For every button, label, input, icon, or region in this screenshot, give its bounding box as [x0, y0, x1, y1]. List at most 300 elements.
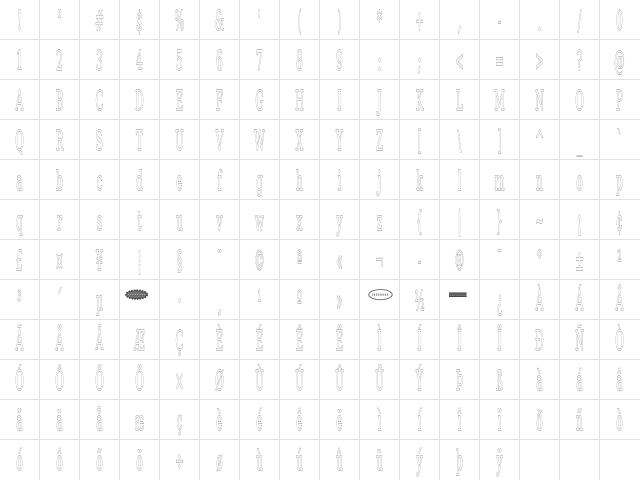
glyph-cell: [480, 0, 520, 40]
svg-text:Ô: Ô: [55, 365, 64, 397]
glyph-cell: [240, 360, 280, 400]
glyph-icon: [40, 40, 79, 79]
svg-text:=: =: [495, 45, 504, 77]
svg-text::: :: [377, 45, 382, 77]
glyph-cell: [440, 160, 480, 200]
svg-text:4: 4: [136, 45, 143, 77]
glyph-cell: [160, 240, 200, 280]
glyph-cell: [200, 80, 240, 120]
glyph-icon: [520, 240, 559, 279]
svg-text:Í: Í: [417, 325, 422, 357]
glyph-cell: [40, 240, 80, 280]
svg-text:z: z: [376, 205, 383, 237]
glyph-icon: [320, 400, 359, 439]
glyph-cell: [200, 160, 240, 200]
svg-text:X: X: [295, 125, 304, 157]
svg-text:Ø: Ø: [215, 365, 224, 397]
svg-text:Ò: Ò: [615, 325, 624, 357]
svg-text:G: G: [255, 85, 264, 117]
svg-text:E: E: [175, 85, 184, 117]
glyph-icon: [320, 120, 359, 159]
svg-text:Ì: Ì: [377, 325, 382, 357]
svg-text:.: .: [537, 5, 542, 37]
glyph-cell: [600, 400, 640, 440]
glyph-cell: [600, 240, 640, 280]
glyph-icon: [400, 0, 439, 39]
glyph-icon: [240, 440, 279, 479]
svg-text:>: >: [535, 45, 544, 77]
svg-text:<: <: [455, 45, 464, 77]
glyph-cell: [40, 280, 80, 320]
glyph-icon: [400, 440, 439, 479]
glyph-cell: [80, 440, 120, 480]
glyph-icon: [160, 440, 199, 479]
svg-text:õ: õ: [96, 445, 103, 477]
svg-text:«: «: [336, 245, 343, 277]
glyph-icon: [480, 360, 519, 399]
glyph-icon: [480, 120, 519, 159]
glyph-cell: [240, 400, 280, 440]
glyph-cell: [80, 0, 120, 40]
glyph-icon: [240, 120, 279, 159]
glyph-cell: [400, 40, 440, 80]
svg-text:3: 3: [96, 45, 103, 77]
glyph-icon: [240, 360, 279, 399]
glyph-icon: [320, 440, 359, 479]
glyph-cell: [360, 200, 400, 240]
glyph-cell: [520, 440, 560, 480]
glyph-icon: [120, 160, 159, 199]
svg-text:g: g: [256, 165, 263, 197]
glyph-icon: [440, 440, 479, 479]
glyph-cell: [320, 40, 360, 80]
svg-text:ò: ò: [616, 405, 623, 437]
glyph-cell: [80, 400, 120, 440]
svg-text:î: î: [457, 405, 462, 437]
glyph-icon: [440, 400, 479, 439]
svg-text:): ): [337, 5, 342, 37]
svg-text:6: 6: [216, 45, 223, 77]
glyph-cell: [0, 320, 40, 360]
glyph-icon: [280, 160, 319, 199]
svg-text:-: -: [417, 245, 422, 277]
glyph-cell: [400, 0, 440, 40]
glyph-cell: [240, 80, 280, 120]
glyph-icon: [160, 120, 199, 159]
glyph-cell: [360, 80, 400, 120]
glyph-cell: [360, 160, 400, 200]
glyph-icon: [440, 320, 479, 359]
svg-text:§: §: [176, 245, 183, 277]
svg-text:Â: Â: [615, 285, 624, 317]
glyph-icon: [200, 280, 239, 319]
svg-text:³: ³: [17, 285, 22, 317]
glyph-icon: [400, 280, 439, 319]
glyph-icon: [280, 400, 319, 439]
glyph-cell: [360, 0, 400, 40]
glyph-cell: [360, 280, 400, 320]
glyph-icon: [440, 200, 479, 239]
svg-text:Þ: Þ: [455, 365, 463, 397]
svg-text:°: °: [536, 245, 543, 277]
svg-text:é: é: [256, 405, 263, 437]
glyph-cell: [320, 160, 360, 200]
glyph-icon: [600, 240, 639, 279]
glyph-icon: [0, 0, 39, 39]
glyph-icon: [160, 360, 199, 399]
glyph-cell: [120, 0, 160, 40]
svg-text:#: #: [95, 5, 104, 37]
glyph-icon: [120, 120, 159, 159]
glyph-cell: [320, 320, 360, 360]
svg-text:!: !: [17, 5, 22, 37]
glyph-icon: [360, 160, 399, 199]
glyph-cell: [0, 280, 40, 320]
glyph-icon: [120, 200, 159, 239]
svg-text:ð: ð: [536, 405, 543, 437]
svg-text:(: (: [297, 5, 302, 37]
glyph-icon: [280, 280, 319, 319]
svg-text:Ö: Ö: [135, 365, 144, 397]
svg-text:È: È: [215, 325, 224, 357]
glyph-cell: [480, 200, 520, 240]
glyph-cell: [80, 120, 120, 160]
svg-text:º: º: [297, 285, 302, 317]
svg-text:*: *: [376, 5, 383, 37]
glyph-icon: [520, 200, 559, 239]
svg-text:J: J: [377, 85, 382, 117]
glyph-icon: [560, 120, 599, 159]
svg-text:N: N: [534, 85, 545, 117]
svg-text:â: â: [616, 365, 623, 397]
glyph-icon: [160, 160, 199, 199]
glyph-icon: [600, 80, 639, 119]
glyph-cell: [520, 200, 560, 240]
svg-text:e: e: [176, 165, 183, 197]
svg-text:ø: ø: [216, 445, 223, 477]
glyph-icon: [160, 0, 199, 39]
glyph-icon: [360, 200, 399, 239]
svg-text:å: å: [96, 405, 103, 437]
svg-text:¦: ¦: [137, 245, 142, 277]
svg-text:ú: ú: [296, 445, 303, 477]
glyph-cell: [120, 360, 160, 400]
svg-text:2: 2: [56, 45, 63, 77]
glyph-cell: [40, 200, 80, 240]
svg-text:Y: Y: [336, 125, 343, 157]
glyph-icon: [480, 200, 519, 239]
svg-text:v: v: [216, 205, 223, 237]
glyph-cell: [280, 200, 320, 240]
glyph-cell: [320, 360, 360, 400]
glyph-icon: [80, 440, 119, 479]
glyph-icon: [560, 40, 599, 79]
glyph-cell: [320, 80, 360, 120]
glyph-cell: [120, 280, 160, 320]
glyph-cell: [600, 120, 640, 160]
glyph-cell: [280, 80, 320, 120]
svg-text:²: ²: [617, 245, 622, 277]
glyph-cell: [240, 0, 280, 40]
glyph-icon: [280, 200, 319, 239]
glyph-cell: [520, 320, 560, 360]
glyph-icon: [440, 240, 479, 279]
glyph-cell: [520, 400, 560, 440]
glyph-cell: [160, 120, 200, 160]
svg-text:p: p: [616, 165, 623, 197]
svg-text:Ë: Ë: [335, 325, 344, 357]
glyph-icon: [480, 400, 519, 439]
glyph-icon: [240, 240, 279, 279]
glyph-icon: [600, 320, 639, 359]
glyph-cell: [240, 320, 280, 360]
glyph-cell: [520, 280, 560, 320]
svg-text:Î: Î: [457, 325, 462, 357]
glyph-cell: [320, 440, 360, 480]
glyph-icon: [80, 120, 119, 159]
glyph-cell: [80, 80, 120, 120]
glyph-icon: [40, 400, 79, 439]
glyph-cell: [360, 400, 400, 440]
glyph-icon: [440, 160, 479, 199]
glyph-icon: [40, 120, 79, 159]
svg-text:÷: ÷: [175, 445, 184, 477]
glyph-cell: [360, 440, 400, 480]
glyph-icon: [360, 360, 399, 399]
glyph-icon: [200, 0, 239, 39]
glyph-cell: [320, 400, 360, 440]
svg-text:Z: Z: [375, 125, 384, 157]
svg-text:P: P: [615, 85, 623, 117]
glyph-cell: [40, 400, 80, 440]
svg-text:a: a: [16, 165, 23, 197]
glyph-cell: [160, 360, 200, 400]
svg-text:É: É: [255, 325, 264, 357]
glyph-icon: [200, 120, 239, 159]
glyph-cell: [120, 400, 160, 440]
glyph-cell: [600, 200, 640, 240]
svg-text:à: à: [536, 365, 543, 397]
svg-text:¹: ¹: [257, 285, 262, 317]
svg-text:Ñ: Ñ: [574, 325, 585, 357]
glyph-icon: [360, 0, 399, 39]
glyph-cell: [80, 240, 120, 280]
glyph-cell: [160, 80, 200, 120]
svg-text:A: A: [15, 85, 24, 117]
glyph-cell: [160, 40, 200, 80]
svg-text:¯: ¯: [496, 245, 503, 277]
glyph-cell: [560, 0, 600, 40]
svg-text:t: t: [137, 205, 142, 237]
glyph-icon: [360, 400, 399, 439]
glyph-cell: [480, 440, 520, 480]
svg-text:Ä: Ä: [55, 325, 64, 357]
glyph-cell: [440, 320, 480, 360]
svg-text:Ç: Ç: [175, 325, 184, 357]
glyph-icon: [240, 160, 279, 199]
glyph-icon: [0, 160, 39, 199]
glyph-cell: [520, 40, 560, 80]
glyph-cell: [0, 200, 40, 240]
glyph-icon: [320, 240, 359, 279]
svg-text:j: j: [377, 165, 382, 197]
glyph-cell: [200, 440, 240, 480]
svg-text:k: k: [416, 165, 423, 197]
glyph-icon: [480, 440, 519, 479]
glyph-cell: [240, 240, 280, 280]
glyph-icon: [320, 80, 359, 119]
glyph-icon: [240, 320, 279, 359]
glyph-cell: [400, 160, 440, 200]
glyph-cell: [360, 120, 400, 160]
glyph-cell: [480, 240, 520, 280]
svg-text:ý: ý: [416, 445, 423, 477]
glyph-cell: [440, 360, 480, 400]
svg-text:[: [: [417, 125, 422, 157]
glyph-icon: [80, 160, 119, 199]
glyph-icon: [120, 320, 159, 359]
glyph-cell: [400, 360, 440, 400]
glyph-icon: [360, 40, 399, 79]
svg-text:h: h: [296, 165, 303, 197]
glyph-icon: [440, 0, 479, 39]
glyph-cell: [160, 320, 200, 360]
glyph-cell: [160, 400, 200, 440]
glyph-cell: [80, 320, 120, 360]
glyph-icon: [120, 400, 159, 439]
glyph-cell: [280, 120, 320, 160]
glyph-icon: [0, 120, 39, 159]
glyph-cell: [480, 280, 520, 320]
glyph-cell: [280, 240, 320, 280]
glyph-cell: [600, 320, 640, 360]
glyph-icon: [40, 0, 79, 39]
glyph-icon: [160, 280, 199, 319]
glyph-cell: [280, 280, 320, 320]
glyph-cell: [120, 80, 160, 120]
svg-text:}: }: [496, 205, 503, 237]
glyph-cell: [360, 360, 400, 400]
svg-text:~: ~: [535, 205, 544, 237]
svg-text:F: F: [215, 85, 224, 117]
glyph-icon: [320, 280, 359, 319]
glyph-cell: [400, 400, 440, 440]
svg-text:þ: þ: [456, 445, 463, 477]
svg-text:b: b: [56, 165, 63, 197]
dark-hatched-oval-logo-glyph: [120, 280, 159, 319]
svg-text:Q: Q: [15, 125, 24, 157]
svg-text:Á: Á: [575, 285, 584, 317]
glyph-icon: [320, 200, 359, 239]
glyph-cell: [480, 400, 520, 440]
svg-text:·: ·: [177, 285, 182, 317]
glyph-cell: [440, 200, 480, 240]
glyph-icon: [560, 80, 599, 119]
glyph-icon: [160, 200, 199, 239]
glyph-icon: [600, 400, 639, 439]
glyph-cell: [80, 280, 120, 320]
glyph-cell: [320, 280, 360, 320]
glyph-cell: [120, 440, 160, 480]
svg-text:Å: Å: [95, 325, 104, 357]
glyph-cell: [400, 440, 440, 480]
svg-text:Ý: Ý: [416, 365, 423, 397]
svg-text:@: @: [614, 45, 625, 77]
glyph-icon: [320, 40, 359, 79]
glyph-icon: [440, 360, 479, 399]
glyph-cell: [120, 120, 160, 160]
svg-text:ô: ô: [56, 445, 63, 477]
glyph-icon: [560, 320, 599, 359]
svg-text:B: B: [55, 85, 64, 117]
glyph-cell: [40, 320, 80, 360]
glyph-icon: [120, 360, 159, 399]
svg-text:í: í: [417, 405, 422, 437]
glyph-icon: [200, 360, 239, 399]
glyph-icon: [600, 280, 639, 319]
glyph-cell: [80, 360, 120, 400]
svg-text:7: 7: [256, 45, 263, 77]
svg-text:l: l: [457, 165, 462, 197]
glyph-icon: [560, 160, 599, 199]
glyph-icon: [520, 400, 559, 439]
glyph-cell: [40, 40, 80, 80]
glyph-icon: [160, 400, 199, 439]
glyph-cell: [400, 280, 440, 320]
glyph-cell: [40, 120, 80, 160]
glyph-icon: [440, 40, 479, 79]
svg-text:I: I: [337, 85, 342, 117]
svg-text:H: H: [294, 85, 305, 117]
glyph-icon: [0, 80, 39, 119]
glyph-cell: [360, 40, 400, 80]
glyph-cell: [0, 360, 40, 400]
glyph-icon: [80, 240, 119, 279]
glyph-icon: [240, 400, 279, 439]
svg-text:ß: ß: [496, 365, 503, 397]
glyph-cell: [560, 120, 600, 160]
svg-text:á: á: [576, 365, 583, 397]
svg-text:æ: æ: [134, 405, 145, 437]
glyph-cell: [160, 440, 200, 480]
glyph-icon: [400, 200, 439, 239]
glyph-cell: [560, 80, 600, 120]
svg-text:ü: ü: [376, 445, 383, 477]
svg-text:`: `: [616, 125, 623, 157]
svg-text:ù: ù: [256, 445, 263, 477]
glyph-icon: [80, 80, 119, 119]
glyph-cell: [600, 360, 640, 400]
svg-text:V: V: [215, 125, 224, 157]
svg-text:y: y: [336, 205, 343, 237]
glyph-icon: [40, 440, 79, 479]
svg-text:1: 1: [16, 45, 23, 77]
glyph-cell: [440, 240, 480, 280]
glyph-cell: [160, 280, 200, 320]
glyph-icon: [80, 400, 119, 439]
glyph-icon: [0, 440, 39, 479]
svg-text:,: ,: [457, 5, 462, 37]
glyph-icon: [560, 400, 599, 439]
glyph-cell: [600, 280, 640, 320]
glyph-cell: [240, 120, 280, 160]
svg-text:_: _: [576, 125, 583, 157]
svg-text:¿: ¿: [496, 285, 503, 317]
svg-text:d: d: [136, 165, 143, 197]
glyph-cell: [480, 120, 520, 160]
glyph-cell: [160, 200, 200, 240]
svg-text:S: S: [95, 125, 104, 157]
